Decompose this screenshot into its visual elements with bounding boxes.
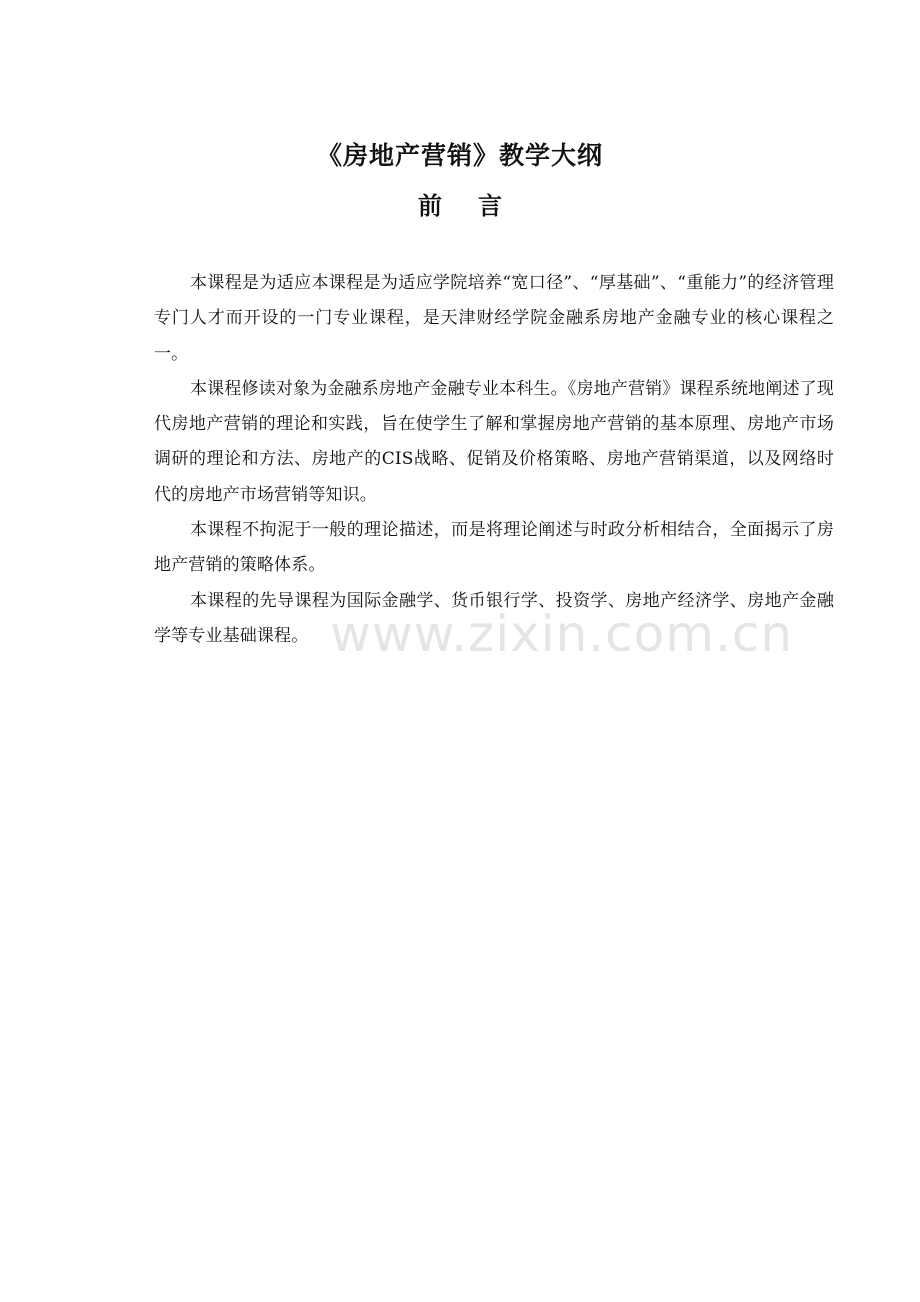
- paragraph: 本课程是为适应本课程是为适应学院培养“宽口径”、“厚基础”、“重能力”的经济管理专门人才而开设的一门专业课程，是天津财经学院金融系房地产金融专业的核心课程之一。: [154, 273, 834, 364]
- watermark: www.zixin.com.cn: [330, 605, 794, 663]
- section-heading: 前言: [418, 192, 538, 220]
- paragraph: 本课程不拘泥于一般的理论描述，而是将理论阐述与时政分析相结合，全面揭示了房地产营销的策略体系。: [154, 520, 834, 576]
- document-title: 《房地产营销》教学大纲: [316, 141, 603, 170]
- paragraph: 本课程的先导课程为国际金融学、货币银行学、投资学、房地产经济学、房地产金融学等专业基础课程。: [154, 590, 834, 646]
- document-body: [154, 266, 834, 654]
- paragraph: 本课程修读对象为金融系房地产金融专业本科生。《房地产营销》课程系统地阐述了现代房地产营销的理论和实践，旨在使学生了解和掌握房地产营销的基本原理、房地产市场调研的理论和方法、房地产的CIS战略、促销及价格策略、房地产营销渠道，以及网络时代的房地产市场营销等知识。: [154, 378, 834, 505]
